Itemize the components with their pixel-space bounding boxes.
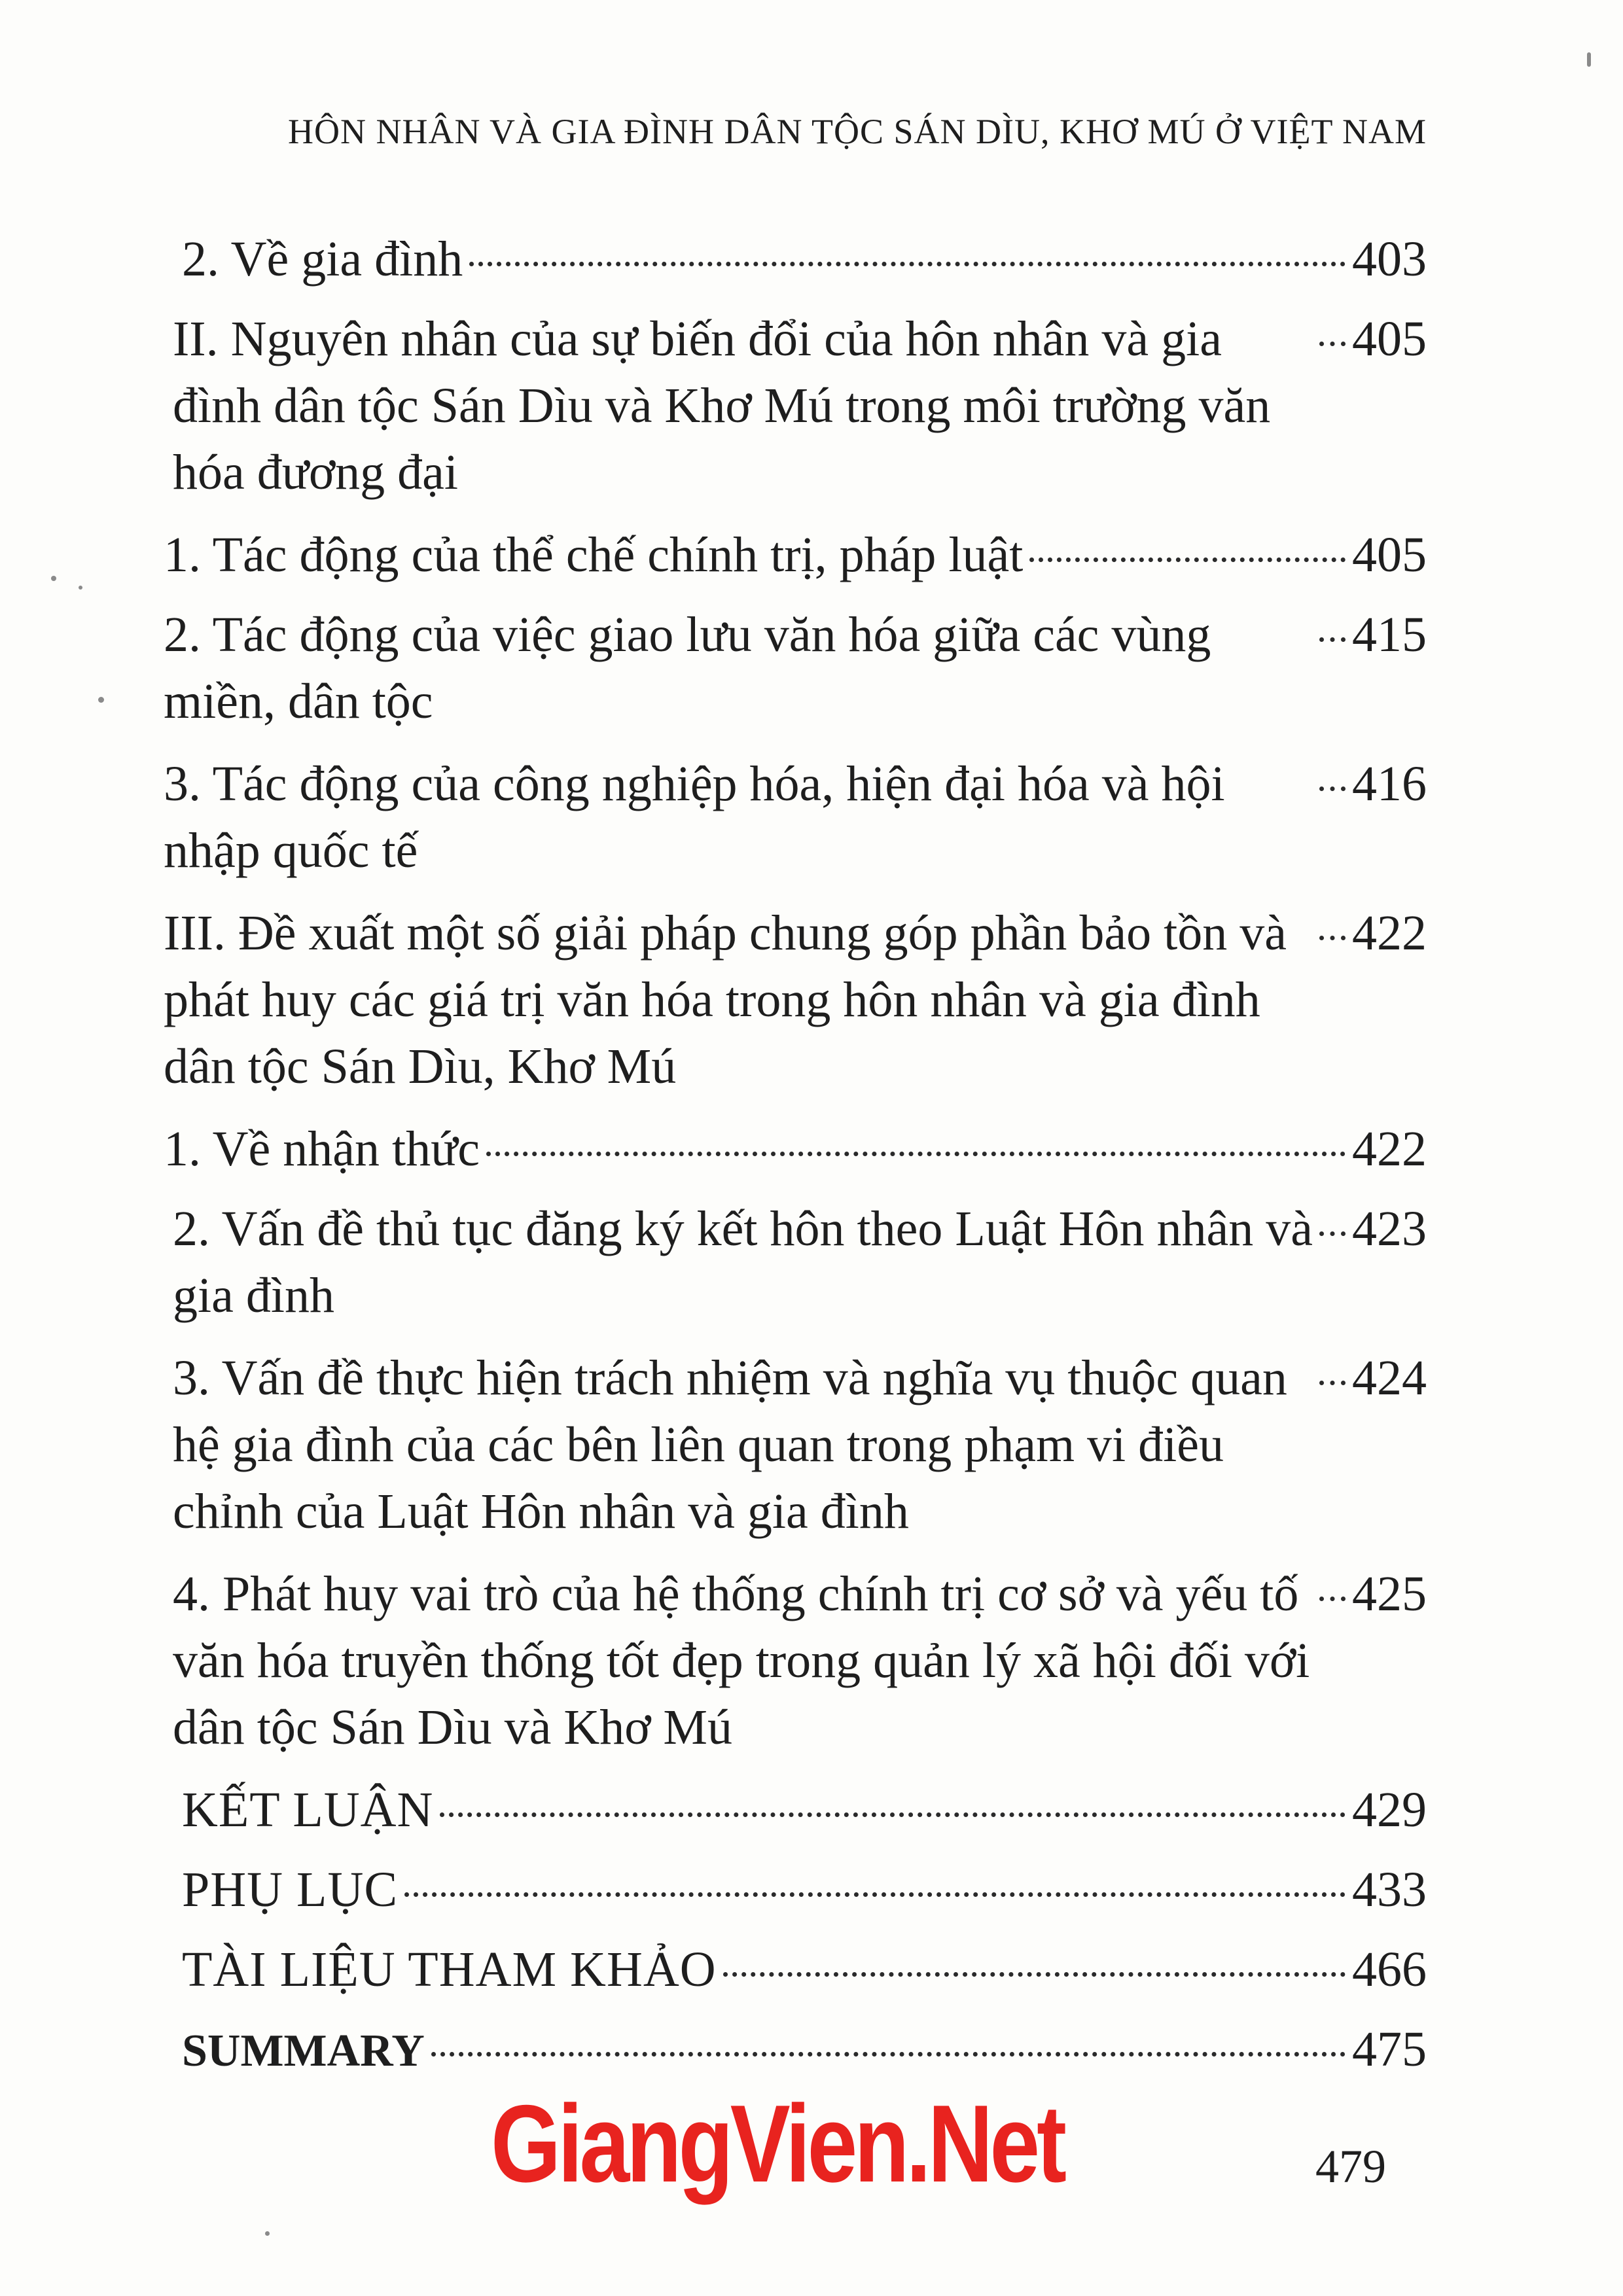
toc-entry-title: TÀI LIỆU THAM KHẢO	[182, 1942, 717, 1997]
toc-entry-page: 405	[1352, 311, 1427, 366]
toc-leader-dots	[486, 1152, 1346, 1156]
toc-leader-dots	[1319, 1231, 1346, 1236]
toc-entry	[164, 601, 1427, 735]
toc-leader-dots	[1319, 1597, 1346, 1601]
toc-entry-page: 429	[1352, 1782, 1427, 1837]
toc-entry-title: 3. Tác động của công nghiệp hóa, hiện đại hóa và hội nhập quốc tế	[164, 756, 1225, 878]
toc-entry-title: 3. Vấn đề thực hiện trách nhiệm và nghĩa vụ thuộc quan hệ gia đình của các bên liên quan trong phạm vi điều chỉnh của Luật Hôn nhân và gia đình	[173, 1351, 1287, 1539]
toc-leader-dots	[1319, 936, 1346, 940]
toc-entry-page: 422	[1352, 906, 1427, 961]
toc-entry-title: 2. Vấn đề thủ tục đăng ký kết hôn theo Luật Hôn nhân và gia đình	[173, 1201, 1313, 1323]
toc-leader-dots	[1029, 557, 1346, 562]
scan-speck	[98, 697, 104, 703]
toc-entry-page: 425	[1352, 1566, 1427, 1621]
toc-leader-dots	[440, 1812, 1346, 1817]
toc-entry	[164, 2016, 1427, 2085]
scan-speck	[265, 2231, 270, 2236]
watermark-logo: GiangVien.Net	[491, 2082, 1064, 2205]
toc-entry	[164, 900, 1427, 1100]
toc-entry-title: SUMMARY	[182, 2026, 425, 2076]
toc-leader-dots	[404, 1892, 1346, 1897]
toc-entry-title: 4. Phát huy vai trò của hệ thống chính trị cơ sở và yếu tố văn hóa truyền thống tốt đẹp trong quản lý xã hội đối với dân tộc Sán Dìu và Khơ Mú	[173, 1566, 1310, 1755]
toc-entry	[164, 1776, 1427, 1843]
toc-entry	[164, 1116, 1427, 1182]
toc-entry	[164, 1856, 1427, 1923]
toc-entry-page: 405	[1352, 527, 1427, 582]
toc-entry-title: PHỤ LỤC	[182, 1862, 399, 1917]
toc-entry-page: 415	[1352, 607, 1427, 662]
toc-entry-title: 2. Về gia đình	[182, 232, 463, 287]
toc-entry	[164, 751, 1427, 884]
toc-entry-title: II. Nguyên nhân của sự biến đổi của hôn nhân và gia đình dân tộc Sán Dìu và Khơ Mú trong môi trường văn hóa đương đại	[173, 311, 1271, 500]
toc-entry-title: KẾT LUẬN	[182, 1782, 434, 1837]
toc-leader-dots	[469, 262, 1346, 266]
toc-entry	[164, 1936, 1427, 2003]
scan-speck	[51, 576, 56, 581]
toc-leader-dots	[1319, 637, 1346, 642]
toc-entry-page: 424	[1352, 1351, 1427, 1405]
toc-leader-dots	[1319, 342, 1346, 346]
toc-entry	[164, 1345, 1427, 1545]
table-of-contents	[164, 226, 1427, 2098]
toc-entry-title: III. Đề xuất một số giải pháp chung góp phần bảo tồn và phát huy các giá trị văn hóa trong hôn nhân và gia đình dân tộc Sán Dìu, Khơ Mú	[164, 906, 1287, 1094]
toc-entry-page: 433	[1352, 1862, 1427, 1917]
toc-entry	[164, 521, 1427, 588]
toc-entry-page: 403	[1352, 232, 1427, 287]
toc-entry	[164, 306, 1427, 506]
toc-leader-dots	[723, 1972, 1346, 1977]
toc-entry	[164, 1195, 1427, 1329]
scan-speck	[1587, 52, 1591, 67]
toc-entry-page: 416	[1352, 756, 1427, 811]
toc-leader-dots	[1319, 786, 1346, 791]
toc-entry-page: 466	[1352, 1942, 1427, 1997]
toc-entry-title: 2. Tác động của việc giao lưu văn hóa giữa các vùng miền, dân tộc	[164, 607, 1211, 729]
toc-entry-title: 1. Về nhận thức	[164, 1122, 480, 1176]
toc-leader-dots	[1319, 1381, 1346, 1385]
toc-entry-page: 475	[1352, 2022, 1427, 2077]
toc-entry	[164, 1561, 1427, 1761]
toc-entry-page: 422	[1352, 1122, 1427, 1176]
scan-speck	[79, 586, 82, 590]
toc-entry-title: 1. Tác động của thể chế chính trị, pháp luật	[164, 527, 1024, 582]
toc-leader-dots	[431, 2052, 1346, 2057]
running-header: HÔN NHÂN VÀ GIA ĐÌNH DÂN TỘC SÁN DÌU, KHƠ MÚ Ở VIỆT NAM	[288, 112, 1427, 151]
toc-entry-page: 423	[1352, 1201, 1427, 1256]
toc-entry	[164, 226, 1427, 292]
page-number: 479	[1315, 2140, 1386, 2193]
